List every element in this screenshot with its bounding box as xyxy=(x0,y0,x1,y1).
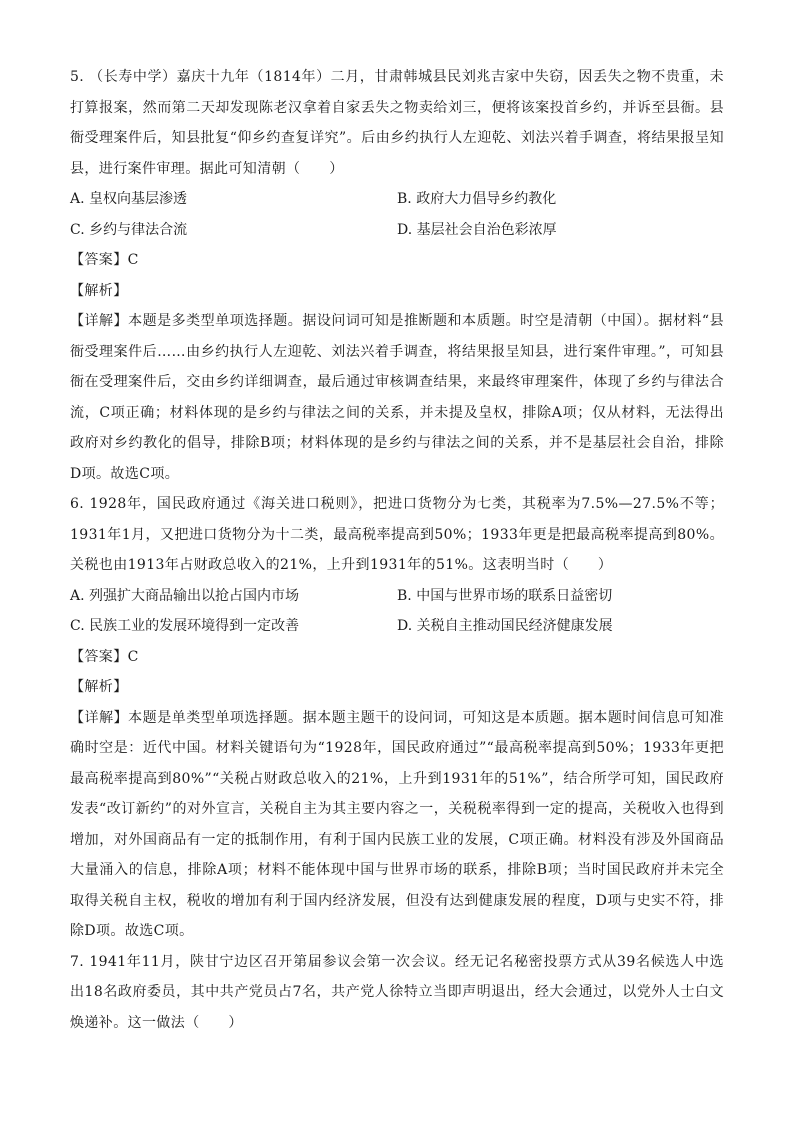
document-page xyxy=(70,62,724,1038)
option-a: A. 列强扩大商品输出以抢占国内市场 xyxy=(70,587,300,604)
option-d: D. 关税自主推动国民经济健康发展 xyxy=(397,618,613,634)
question-5-options-row-2 xyxy=(70,215,724,246)
question-6-answer: 【答案】C xyxy=(70,648,139,665)
option-b: B. 政府大力倡导乡约教化 xyxy=(397,191,557,207)
question-6-options-row-2 xyxy=(70,611,724,642)
question-6-analysis-label: 【解析】 xyxy=(70,679,128,695)
option-d: D. 基层社会自治色彩浓厚 xyxy=(397,221,557,238)
question-5-answer: 【答案】C xyxy=(70,252,139,268)
question-6-options-row-1 xyxy=(70,581,724,612)
question-5-detail: 【详解】本题是多类型单项选择题。据设问词可知是推断题和本质题。时空是清朝（中国）。据材料“县衙受理案件后……由乡约执行人左迎乾、刘法兴着手调查，将结果报呈知县，进行案件审理。”，可知县衙在受理案件后，交由乡约详细调查，最后通过审核调查结果，来最终审理案件，体现了乡约与律法合流，C项正确；材料体现的是乡约与律法之间的关系，并未提及皇权，排除A项；仅从材料，无法得出政府对乡约教化的倡导，排除B项；材料体现的是乡约与律法之间的关系，并不是基层社会自治，排除D项。故选C项。 xyxy=(70,313,724,482)
question-6-stem: 6. 1928年，国民政府通过《海关进口税则》，把进口货物分为七类，其税率为7.5%—27.5%不等；1931年1月，又把进口货物分为十二类，最高税率提高到50%；1933年更是把最高税率提高到80%。关税也由1913年占财政总收入的21%，上升到1931年的51%。这表明当时（ ） xyxy=(70,496,724,573)
option-b: B. 中国与世界市场的联系日益密切 xyxy=(397,587,613,604)
question-7-stem: 7. 1941年11月，陕甘宁边区召开第届参议会第一次会议。经无记名秘密投票方式从39名候选人中选出18名政府委员，其中共产党员占7名，共产党人徐特立当即声明退出，经大会通过，以党外人士白文焕递补。这一做法（ ） xyxy=(70,953,724,1031)
option-c: C. 乡约与律法合流 xyxy=(70,221,188,238)
option-c: C. 民族工业的发展环境得到一定改善 xyxy=(70,618,300,634)
question-5-options-row-1 xyxy=(70,184,724,215)
question-5-stem: 5. （长寿中学）嘉庆十九年（1814年）二月，甘肃韩城县民刘兆吉家中失窃，因丢失之物不贵重，未打算报案，然而第二天却发现陈老汉拿着自家丢失之物卖给刘三，便将该案投首乡约，并诉至县衙。县衙受理案件后，知县批复“仰乡约查复详究”。后由乡约执行人左迎乾、刘法兴着手调查，将结果报呈知县，进行案件审理。据此可知清朝（ ） xyxy=(70,69,724,177)
question-6-detail: 【详解】本题是单类型单项选择题。据本题主题干的设问词，可知这是本质题。据本题时间信息可知准确时空是：近代中国。材料关键语句为“1928年，国民政府通过”“最高税率提高到50%；1933年更把最高税率提高到80%”“关税占财政总收入的21%，上升到1931年的51%”，结合所学可知，国民政府发表“改订新约”的对外宣言，关税自主为其主要内容之一，关税税率得到一定的提高，关税收入也得到增加，对外国商品有一定的抵制作用，有利于国内民族工业的发展，C项正确。材料没有涉及外国商品大量涌入的信息，排除A项；材料不能体现中国与世界市场的联系，排除B项；当时国民政府并未完全取得关税自主权，税收的增加有利于国内经济发展，但没有达到健康发展的程度，D项与史实不符，排除D项。故选C项。 xyxy=(70,709,724,939)
question-5-analysis-label: 【解析】 xyxy=(70,282,128,299)
option-a: A. 皇权向基层渗透 xyxy=(70,191,188,207)
